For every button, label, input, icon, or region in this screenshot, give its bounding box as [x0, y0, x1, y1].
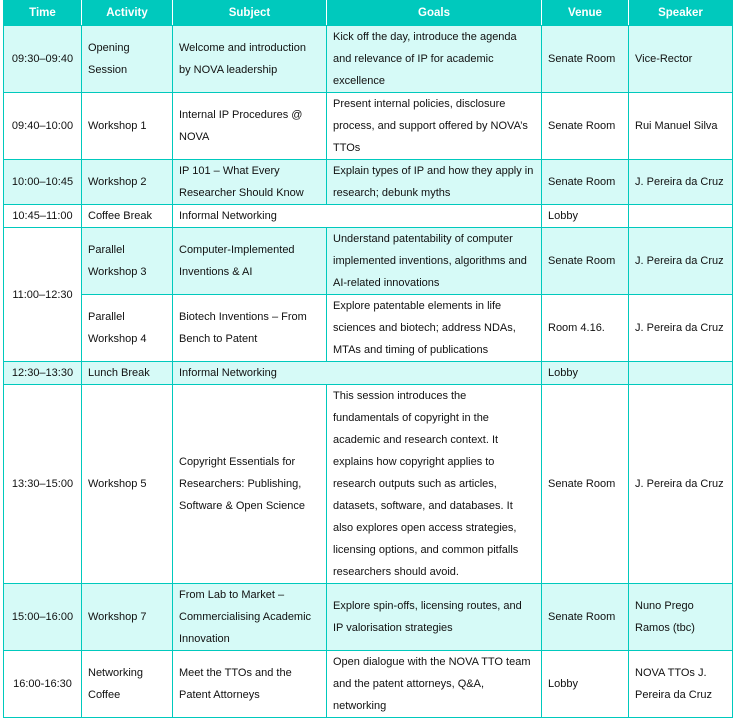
cell-activity: Workshop 5	[82, 385, 173, 584]
table-row	[4, 362, 733, 385]
cell-speaker: Rui Manuel Silva	[629, 93, 733, 160]
cell-time: 10:45–11:00	[4, 205, 82, 228]
table-row	[4, 26, 733, 93]
cell-subject: Copyright Essentials for Researchers: Publishing, Software & Open Science	[173, 385, 327, 584]
header-venue: Venue	[542, 1, 629, 26]
cell-venue: Senate Room	[542, 228, 629, 295]
cell-venue: Senate Room	[542, 26, 629, 93]
cell-speaker	[629, 205, 733, 228]
cell-activity: Coffee Break	[82, 205, 173, 228]
cell-venue: Senate Room	[542, 584, 629, 651]
header-row	[4, 1, 733, 26]
cell-venue: Lobby	[542, 651, 629, 718]
cell-activity: Lunch Break	[82, 362, 173, 385]
cell-time: 11:00–12:30	[4, 228, 82, 362]
cell-activity: Workshop 2	[82, 160, 173, 205]
table-row	[4, 295, 733, 362]
cell-subject: Biotech Inventions – From Bench to Patent	[173, 295, 327, 362]
cell-goals: Present internal policies, disclosure process, and support offered by NOVA’s TTOs	[327, 93, 542, 160]
header-speaker: Speaker	[629, 1, 733, 26]
header-goals: Goals	[327, 1, 542, 26]
cell-venue: Room 4.16.	[542, 295, 629, 362]
cell-time: 13:30–15:00	[4, 385, 82, 584]
cell-speaker	[629, 362, 733, 385]
agenda-table	[3, 0, 733, 718]
cell-speaker: J. Pereira da Cruz	[629, 295, 733, 362]
cell-goals: This session introduces the fundamentals of copyright in the academic and research context. It explains how copyright applies to research outputs such as articles, datasets, software, and databases. It also explores open access strategies, licensing options, and common pitfalls researchers should avoid.	[327, 385, 542, 584]
cell-subject: Informal Networking	[173, 362, 542, 385]
cell-activity: Parallel Workshop 4	[82, 295, 173, 362]
table-row	[4, 385, 733, 584]
cell-activity: Parallel Workshop 3	[82, 228, 173, 295]
table-row	[4, 584, 733, 651]
cell-subject: From Lab to Market – Commercialising Academic Innovation	[173, 584, 327, 651]
cell-goals: Understand patentability of computer implemented inventions, algorithms and AI-related innovations	[327, 228, 542, 295]
cell-speaker: J. Pereira da Cruz	[629, 228, 733, 295]
cell-speaker: Nuno Prego Ramos (tbc)	[629, 584, 733, 651]
cell-time: 09:40–10:00	[4, 93, 82, 160]
cell-venue: Senate Room	[542, 160, 629, 205]
cell-goals: Explore spin-offs, licensing routes, and IP valorisation strategies	[327, 584, 542, 651]
cell-activity: Workshop 7	[82, 584, 173, 651]
header-time: Time	[4, 1, 82, 26]
cell-time: 09:30–09:40	[4, 26, 82, 93]
cell-time: 12:30–13:30	[4, 362, 82, 385]
cell-subject: Informal Networking	[173, 205, 542, 228]
cell-time: 15:00–16:00	[4, 584, 82, 651]
header-activity: Activity	[82, 1, 173, 26]
cell-subject: Welcome and introduction by NOVA leadership	[173, 26, 327, 93]
cell-time: 16:00-16:30	[4, 651, 82, 718]
cell-activity: Workshop 1	[82, 93, 173, 160]
cell-subject: IP 101 – What Every Researcher Should Know	[173, 160, 327, 205]
cell-speaker: J. Pereira da Cruz	[629, 385, 733, 584]
table-row	[4, 651, 733, 718]
table-row	[4, 93, 733, 160]
cell-venue: Senate Room	[542, 385, 629, 584]
cell-venue: Lobby	[542, 362, 629, 385]
cell-speaker: NOVA TTOs J. Pereira da Cruz	[629, 651, 733, 718]
cell-goals: Explore patentable elements in life sciences and biotech; address NDAs, MTAs and timing of publications	[327, 295, 542, 362]
cell-goals: Open dialogue with the NOVA TTO team and the patent attorneys, Q&A, networking	[327, 651, 542, 718]
cell-venue: Lobby	[542, 205, 629, 228]
header-subject: Subject	[173, 1, 327, 26]
cell-subject: Internal IP Procedures @ NOVA	[173, 93, 327, 160]
cell-activity: Networking Coffee	[82, 651, 173, 718]
cell-subject: Meet the TTOs and the Patent Attorneys	[173, 651, 327, 718]
cell-subject: Computer-Implemented Inventions & AI	[173, 228, 327, 295]
table-row	[4, 160, 733, 205]
cell-goals: Kick off the day, introduce the agenda and relevance of IP for academic excellence	[327, 26, 542, 93]
table-row	[4, 228, 733, 295]
cell-speaker: Vice-Rector	[629, 26, 733, 93]
cell-venue: Senate Room	[542, 93, 629, 160]
table-row	[4, 205, 733, 228]
cell-goals: Explain types of IP and how they apply in research; debunk myths	[327, 160, 542, 205]
cell-time: 10:00–10:45	[4, 160, 82, 205]
cell-speaker: J. Pereira da Cruz	[629, 160, 733, 205]
cell-activity: Opening Session	[82, 26, 173, 93]
